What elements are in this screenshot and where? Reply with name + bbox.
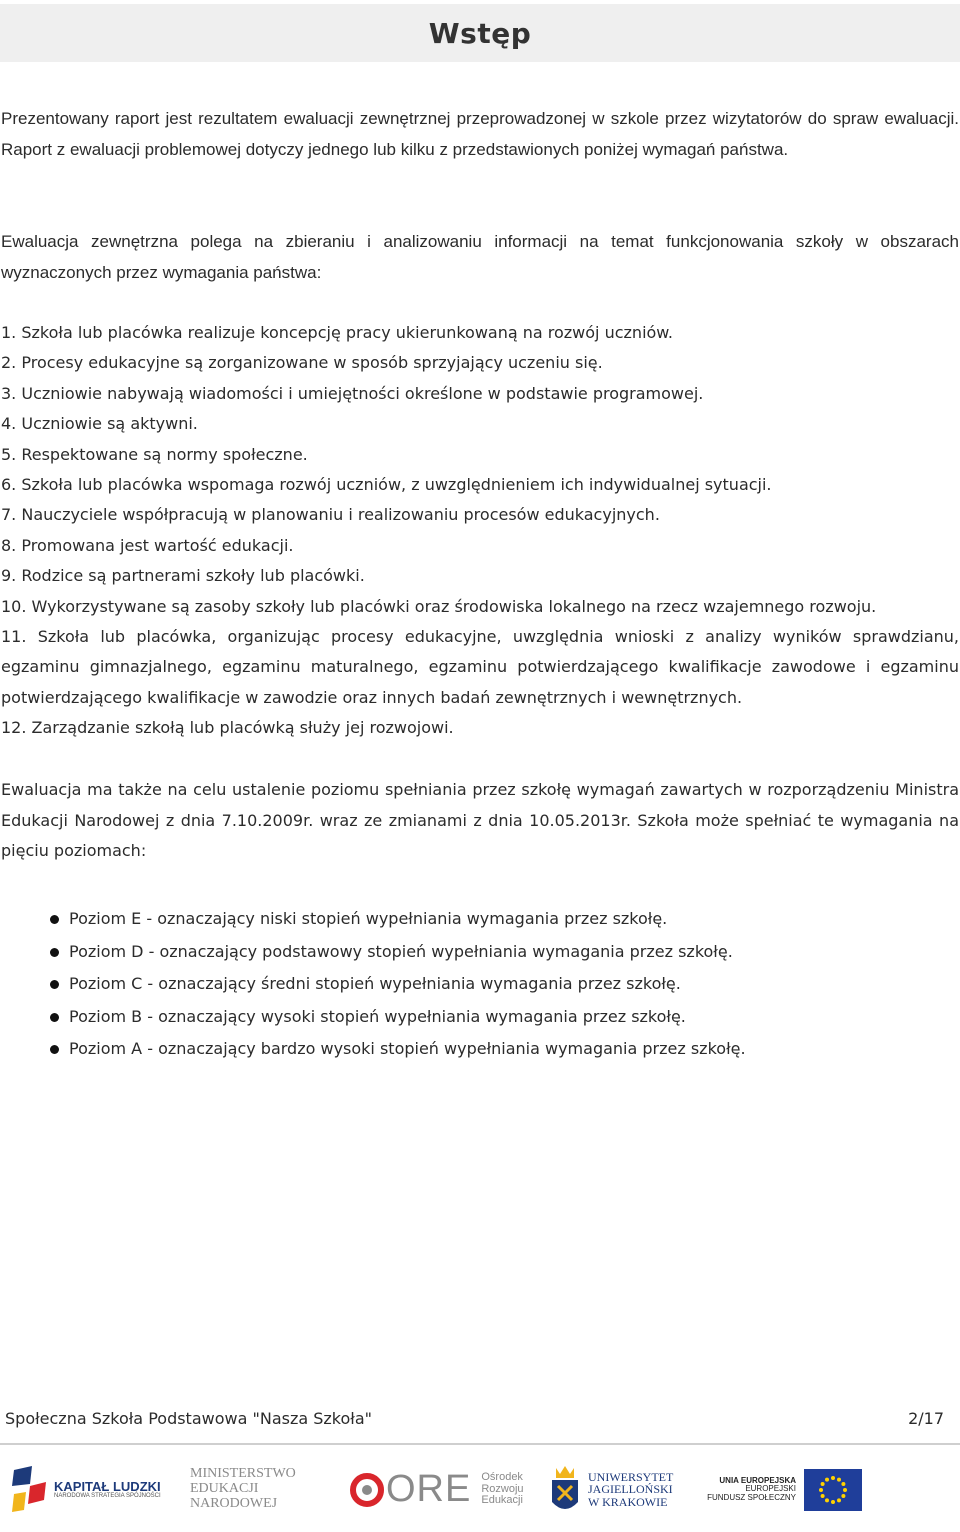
level-item (44, 1033, 924, 1066)
level-item (44, 1001, 924, 1034)
footer-divider (0, 1443, 960, 1445)
requirement-item: 12. Zarządzanie szkołą lub placówką służy jej rozwojowi. (1, 718, 454, 738)
level-label: Poziom B - oznaczający wysoki stopień wypełniania wymagania przez szkołę. (69, 1006, 686, 1026)
footer-school-name: Społeczna Szkoła Podstawowa "Nasza Szkoła" (5, 1409, 372, 1428)
men-line-2: EDUKACJI (190, 1481, 259, 1497)
requirement-item: 3. Uczniowie nabywają wiadomości i umiejętności określone w podstawie programowej. (1, 383, 704, 403)
bullet-icon (50, 1045, 59, 1054)
ore-ring-icon (350, 1470, 384, 1510)
kapital-ludzki-subtitle: NARODOWA STRATEGIA SPÓJNOŚCI (54, 1493, 161, 1500)
ore-mark: ORE (386, 1468, 472, 1510)
footer-page-number: 2/17 (908, 1409, 944, 1428)
bullet-icon (50, 948, 59, 957)
intro-paragraph: Prezentowany raport jest rezultatem ewaluacji zewnętrznej przeprowadzonej w szkole przez wizytatorów do spraw ewaluacji. Raport z ewaluacji problemowej dotyczy jednego lub kilku z przedstawionych poniżej wymagań państwa. (1, 109, 959, 159)
level-label: Poziom E - oznaczający niski stopień wypełniania wymagania przez szkołę. (69, 909, 668, 928)
page-title: Wstęp (428, 16, 532, 50)
requirement-item: 7. Nauczyciele współpracują w planowaniu i realizowaniu procesów edukacyjnych. (1, 505, 660, 525)
levels-list (44, 903, 924, 1066)
men-logo (190, 1452, 320, 1527)
kapital-ludzki-mark-icon (10, 1464, 50, 1516)
requirement-item: 4. Uczniowie są aktywni. (1, 414, 198, 434)
men-line-1: MINISTERSTWO (190, 1466, 296, 1482)
level-item (44, 903, 924, 936)
level-label: Poziom A - oznaczający bardzo wysoki stopień wypełniania wymagania przez szkołę. (69, 1039, 746, 1058)
uj-logo (548, 1452, 688, 1527)
uj-line-1: UNIWERSYTET (588, 1469, 674, 1484)
requirement-item: 10. Wykorzystywane są zasoby szkoły lub placówki oraz środowiska lokalnego na rzecz wzajemnego rozwoju. (1, 596, 877, 616)
level-item (44, 968, 924, 1001)
levels-intro-paragraph: Ewaluacja ma także na celu ustalenie poziomu spełniania przez szkołę wymagań zawartych w rozporządzeniu Ministra Edukacji Narodowej z dnia 7.10.2009r. wraz ze zmianami z dnia 10.05.2013r. Szkoła może spełniać te wymagania na pięciu poziomach: (1, 780, 959, 860)
ore-line-1: Ośrodek (481, 1471, 523, 1484)
eu-line-3: FUNDUSZ SPOŁECZNY (707, 1492, 796, 1502)
level-item (44, 936, 924, 969)
eu-flag-icon (804, 1469, 862, 1511)
requirement-item: 8. Promowana jest wartość edukacji. (1, 535, 294, 555)
bullet-icon (50, 915, 59, 924)
ore-line-2: Rozwoju (481, 1482, 524, 1495)
uj-line-2: JAGIELLOŃSKI (588, 1482, 673, 1497)
men-line-3: NARODOWEJ (190, 1495, 278, 1511)
eu-line-1: UNIA EUROPEJSKA (719, 1475, 796, 1485)
level-label: Poziom C - oznaczający średni stopień wypełniania wymagania przez szkołę. (69, 974, 681, 993)
requirements-list (1, 318, 959, 744)
requirement-item: 6. Szkoła lub placówka wspomaga rozwój uczniów, z uwzględnieniem ich indywidualnej sytuacji. (1, 475, 772, 495)
title-bar (0, 4, 960, 62)
uj-line-3: W KRAKOWIE (588, 1494, 668, 1509)
bullet-icon (50, 1013, 59, 1022)
eu-line-2: EUROPEJSKI (745, 1484, 796, 1494)
requirement-item: 5. Respektowane są normy społeczne. (1, 444, 308, 464)
bullet-icon (50, 980, 59, 989)
kapital-ludzki-logo (10, 1452, 170, 1527)
requirement-item: 11. Szkoła lub placówka, organizując procesy edukacyjne, uwzględnia wnioski z analizy wyników sprawdzianu, egzaminu gimnazjalnego, egzaminu maturalnego, egzaminu potwierdzającego kwalifikacje zawodowe i egzaminu potwierdzającego kwalifikacje w zawodzie oraz innych badań zewnętrznych i wewnętrznych. (1, 627, 959, 707)
ore-logo (350, 1452, 540, 1527)
ore-line-3: Edukacji (481, 1494, 523, 1507)
requirement-item: 9. Rodzice są partnerami szkoły lub placówki. (1, 566, 365, 586)
level-label: Poziom D - oznaczający podstawowy stopień wypełniania wymagania przez szkołę. (69, 941, 733, 961)
kapital-ludzki-title: KAPITAŁ LUDZKI (54, 1478, 161, 1494)
evaluation-intro-paragraph: Ewaluacja zewnętrzna polega na zbieraniu i analizowaniu informacji na temat funkcjonowania szkoły w obszarach wyznaczonych przez wymagania państwa: (1, 232, 959, 282)
eu-logo (706, 1452, 956, 1527)
uj-crest-icon (548, 1462, 582, 1518)
logo-strip (0, 1452, 960, 1527)
requirement-item: 1. Szkoła lub placówka realizuje koncepcję pracy ukierunkowaną na rozwój uczniów. (1, 323, 673, 342)
requirement-item: 2. Procesy edukacyjne są zorganizowane w sposób sprzyjający uczeniu się. (1, 353, 603, 373)
